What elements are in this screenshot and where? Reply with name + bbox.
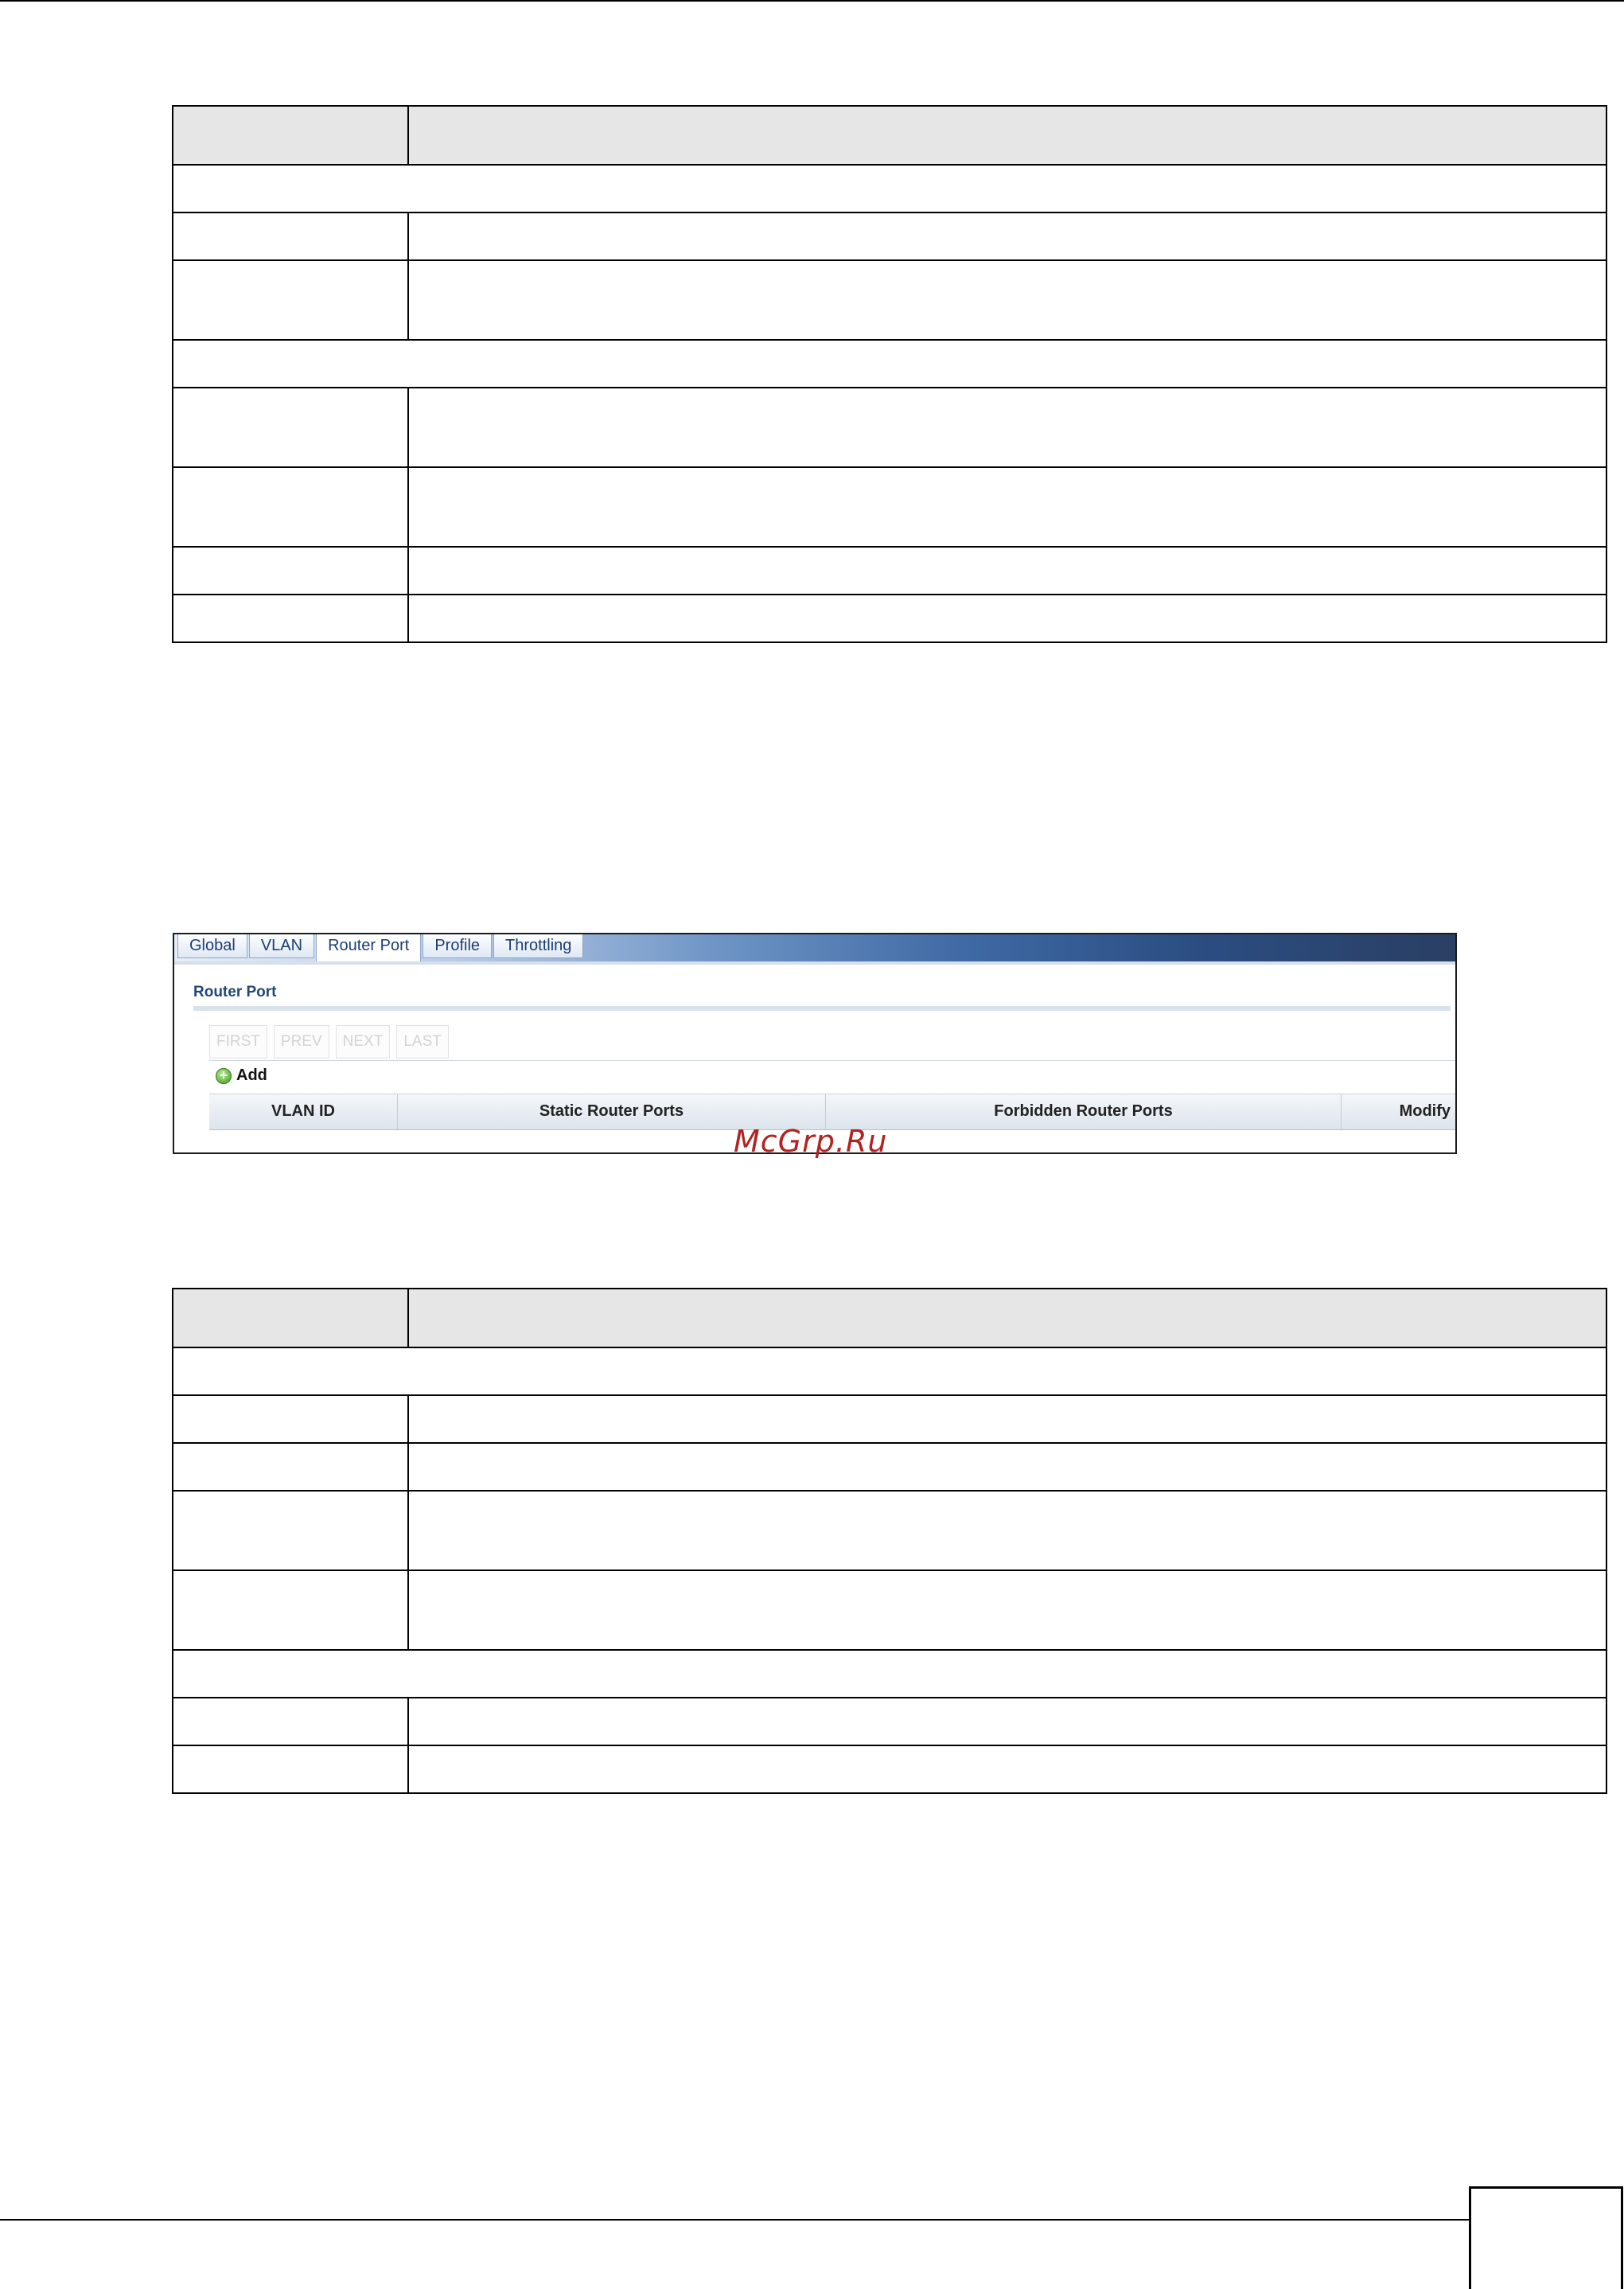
table-section-row bbox=[173, 340, 1606, 388]
last-page-button[interactable]: LAST bbox=[396, 1025, 449, 1059]
section-title: Router Port bbox=[193, 984, 277, 1000]
table-row bbox=[173, 1395, 1606, 1443]
table-section-row bbox=[173, 1347, 1606, 1395]
page-number-box bbox=[1469, 2186, 1623, 2289]
table-row bbox=[173, 595, 1606, 642]
table-section-row bbox=[173, 1650, 1606, 1698]
prev-page-button[interactable]: PREV bbox=[274, 1025, 329, 1059]
column-forbidden-router-ports: Forbidden Router Ports bbox=[826, 1094, 1342, 1129]
table-row bbox=[173, 1570, 1606, 1650]
tab-vlan[interactable]: VLAN bbox=[249, 934, 314, 958]
table-row bbox=[173, 213, 1606, 260]
first-page-button[interactable]: FIRST bbox=[209, 1025, 267, 1059]
section-rule bbox=[193, 1006, 1451, 1011]
tab-bar bbox=[174, 934, 1455, 961]
column-static-router-ports: Static Router Ports bbox=[398, 1094, 826, 1129]
table-header-row bbox=[173, 106, 1606, 165]
table-row bbox=[173, 388, 1606, 467]
table-row bbox=[173, 1745, 1606, 1793]
description-table-1 bbox=[172, 105, 1607, 643]
tab-router-port[interactable]: Router Port bbox=[316, 934, 421, 961]
footer-rule bbox=[0, 2219, 1469, 2221]
table-section-row bbox=[173, 165, 1606, 213]
add-button[interactable] bbox=[216, 1067, 267, 1085]
tab-list bbox=[177, 934, 585, 961]
watermark: McGrp.Ru bbox=[734, 1124, 888, 1159]
router-port-screen bbox=[173, 933, 1457, 1154]
table-header-row bbox=[173, 1289, 1606, 1347]
pager bbox=[209, 1025, 455, 1059]
table-row bbox=[173, 467, 1606, 547]
description-table-2 bbox=[172, 1288, 1607, 1794]
table-row bbox=[173, 1491, 1606, 1570]
pager-rule bbox=[209, 1060, 1455, 1061]
tab-profile[interactable]: Profile bbox=[423, 934, 492, 958]
table-row bbox=[173, 260, 1606, 340]
add-circle-icon: + bbox=[216, 1068, 232, 1084]
tab-bar-underline bbox=[174, 961, 1455, 965]
column-modify: Modify bbox=[1399, 1102, 1451, 1120]
tab-global[interactable]: Global bbox=[177, 934, 247, 958]
next-page-button[interactable]: NEXT bbox=[336, 1025, 391, 1059]
table-row bbox=[173, 1443, 1606, 1491]
add-label: Add bbox=[236, 1067, 267, 1084]
table-row bbox=[173, 1698, 1606, 1745]
header-rule bbox=[0, 0, 1624, 2]
tab-throttling[interactable]: Throttling bbox=[493, 934, 583, 958]
column-vlan-id: VLAN ID bbox=[209, 1094, 398, 1129]
table-row bbox=[173, 547, 1606, 595]
